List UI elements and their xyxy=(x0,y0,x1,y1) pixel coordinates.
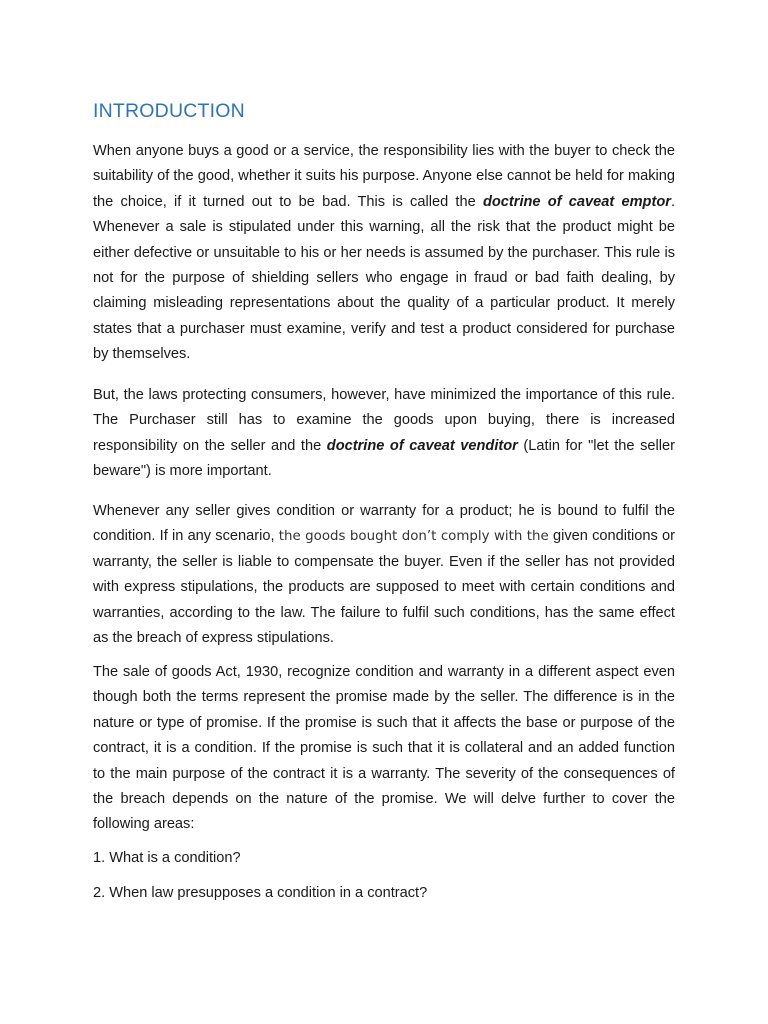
section-heading: INTRODUCTION xyxy=(93,100,245,122)
paragraph-caveat-emptor xyxy=(93,139,675,368)
p2-text-c: (Latin for "let the seller beware") is more important. xyxy=(93,437,675,480)
list-item: 1. What is a condition? xyxy=(93,850,241,866)
paragraph-caveat-venditor xyxy=(93,383,675,485)
p1-text-a: When anyone buys a good or a service, the responsibility lies with the buyer to check the suitability of the good, whether it suits his purpose. Anyone else cannot be held for making the choice, if it turned out to be bad. This is called the xyxy=(93,143,675,210)
p2-text-a: But, the laws protecting consumers, however, have minimized the importance of this rule. The Purchaser still has to examine the goods upon buying, there is increased responsibility on the seller and the xyxy=(93,387,675,454)
paragraph-condition-warranty xyxy=(93,499,675,651)
p3-text-a: Whenever any seller gives condition or warranty for a product; he is bound to fulfil the condition. If in any scenario, xyxy=(93,503,675,545)
p1-text-c: . Whenever a sale is stipulated under this warning, all the risk that the product might be either defective or unsuitable to his or her needs is assumed by the purchaser. This rule is not for the purpose of shielding sellers who engage in fraud or bad faith dealing, by claiming misleading representations about the quality of a particular product. It merely states that a purchaser must examine, verify and test a product considered for purchase by themselves. xyxy=(93,193,675,363)
p2-emphasis: doctrine of caveat venditor xyxy=(326,437,518,454)
p1-emphasis: doctrine of caveat emptor xyxy=(482,193,671,210)
p3-text-c: given conditions or warranty, the seller is liable to compensate the buyer. Even if the seller has not provided with express stipulations, the products are supposed to meet with certain conditions and warranties, according to the law. The failure to fulfil such conditions, has the same effect as the breach of express stipulations. xyxy=(93,528,675,647)
paragraph-sale-of-goods-act: The sale of goods Act, 1930, recognize condition and warranty in a different aspect even though both the terms represent the promise made by the seller. The difference is in the nature or type of promise. If the promise is such that it affects the base or purpose of the contract, it is a condition. If the promise is such that it is collateral and an added function to the main purpose of the contract it is a warranty. The severity of the consequences of the breach depends on the nature of the promise. We will delve further to cover the following areas: xyxy=(93,664,675,833)
list-item: 2. When law presupposes a condition in a contract? xyxy=(93,885,428,901)
p3-alt-font-text: the goods bought don’t comply with the xyxy=(278,529,549,545)
